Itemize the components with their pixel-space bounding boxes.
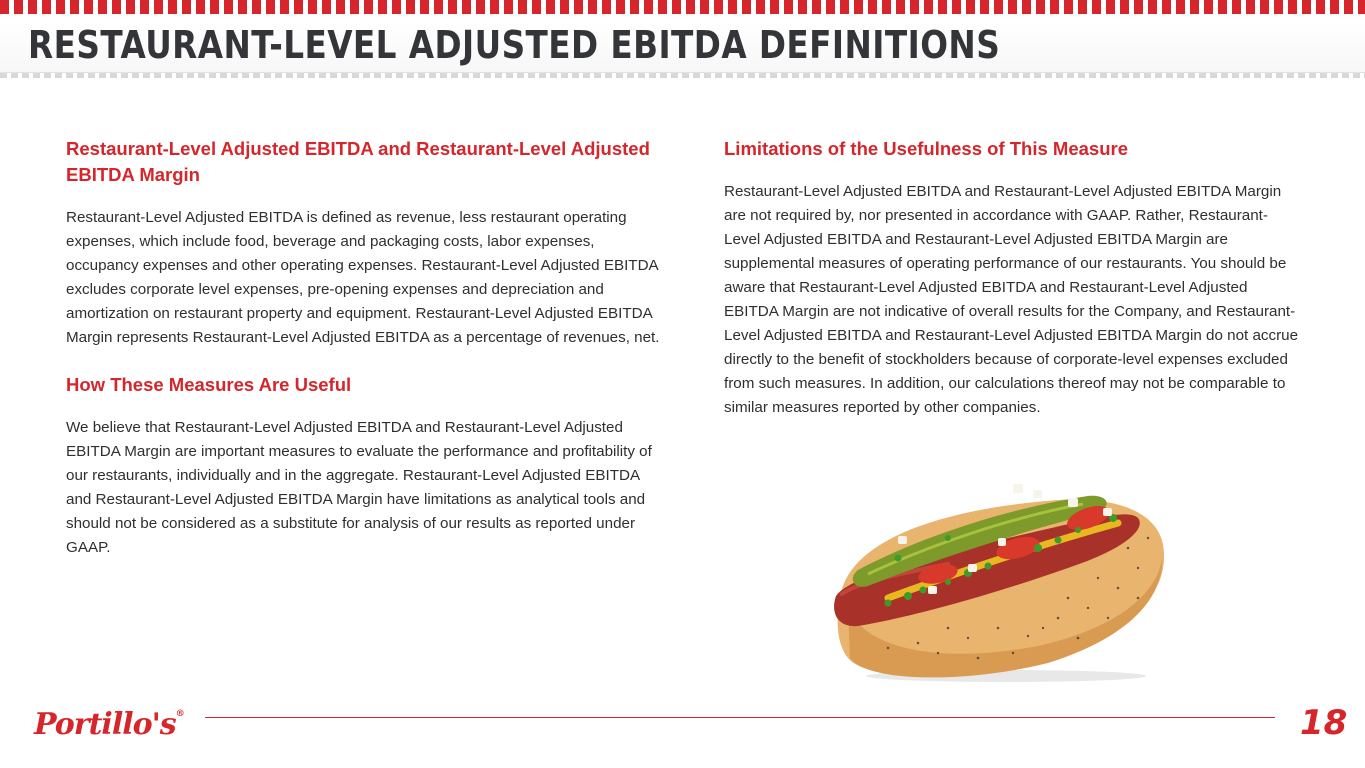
decorative-top-border bbox=[0, 0, 1365, 14]
section-body-usefulness: We believe that Restaurant-Level Adjusted EBITDA and Restaurant-Level Adjusted EBITDA Margin are important measures to evaluate the performance and profitability of our restaurants, individually and in the aggregate. Restaurant-Level Adjusted EBITDA and Restaurant-Level Adjusted EBITDA Margin have limitations as analytical tools and should not be considered as a substitute for analysis of our results as reported under GAAP. bbox=[66, 419, 652, 556]
section-body-limitations: Restaurant-Level Adjusted EBITDA and Restaurant-Level Adjusted EBITDA Margin are not required by, nor presented in accordance with GAAP. Rather, Restaurant-Level Adjusted EBITDA and Restaurant-Level Adjusted EBITDA Margin are supplemental measures of operating performance of our restaurants. You should be aware that Restaurant-Level Adjusted EBITDA and Restaurant-Level Adjusted EBITDA Margin are not indicative of overall results for the Company, and Restaurant-Level Adjusted EBITDA and Restaurant-Level Adjusted EBITDA Margin do not accrue directly to the benefit of stockholders because of corporate-level expenses excluded from such measures. In addition, our calculations thereof may not be comparable to similar measures reported by other companies. bbox=[724, 183, 1299, 416]
registered-mark: ® bbox=[175, 709, 184, 719]
footer-divider bbox=[205, 717, 1275, 718]
portillos-logo bbox=[34, 707, 184, 742]
left-column bbox=[66, 136, 666, 560]
hot-dog-image bbox=[828, 478, 1168, 683]
section-heading-limitations: Limitations of the Usefulness of This Measure bbox=[724, 138, 1128, 159]
section-heading-usefulness: How These Measures Are Useful bbox=[66, 374, 352, 395]
page-number: 18 bbox=[1300, 703, 1348, 743]
right-column bbox=[724, 136, 1304, 420]
section-heading-definition: Restaurant-Level Adjusted EBITDA and Restaurant-Level Adjusted EBITDA Margin bbox=[66, 138, 650, 185]
page-title: RESTAURANT-LEVEL ADJUSTED EBITDA DEFINITIONS bbox=[28, 23, 1001, 67]
logo-text: Portillo's bbox=[34, 707, 176, 742]
section-body-definition: Restaurant-Level Adjusted EBITDA is defined as revenue, less restaurant operating expenses, which include food, beverage and packaging costs, labor expenses, occupancy expenses and other operating expenses. Restaurant-Level Adjusted EBITDA excludes corporate level expenses, pre-opening expenses and depreciation and amortization on restaurant property and equipment. Restaurant-Level Adjusted EBITDA Margin represents Restaurant-Level Adjusted EBITDA as a percentage of revenues, net. bbox=[66, 209, 660, 346]
